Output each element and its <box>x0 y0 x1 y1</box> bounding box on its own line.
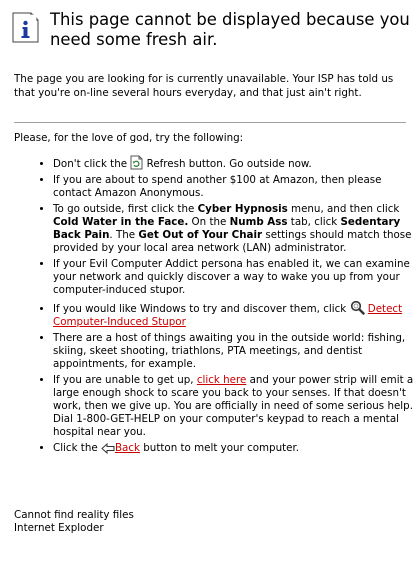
divider <box>14 122 406 123</box>
suggestions-list <box>35 155 417 458</box>
info-icon <box>12 12 39 43</box>
footer-error-line: Cannot find reality files <box>14 509 134 521</box>
magnifier-icon[interactable] <box>350 300 365 315</box>
list-item: • There are a host of things awaiting you in the outside world: fishing, skiing, skeet shooting, triathlons, PTA meetings, and dentist appointments, for example. <box>53 332 417 371</box>
list-item: • If you are about to spend another $100 at Amazon, then please contact Amazon Anonymous. <box>53 174 417 200</box>
list-item: • If your Evil Computer Addict persona has enabled it, we can examine your network and quickly discover a way to wake you up from your computer-induced stupor. <box>53 258 417 297</box>
back-arrow-icon[interactable] <box>101 443 115 454</box>
list-item: • To go outside, first click the Cyber Hypnosis menu, and then click Cold Water in the Face. On the Numb Ass tab, click Sedentary Back Pain. The Get Out of Your Chair settings should match those provided by your local area network (LAN) administrator. <box>53 203 417 255</box>
footer <box>14 509 134 535</box>
refresh-icon <box>130 155 143 170</box>
list-item: • Click the Back button to melt your computer. <box>53 442 417 455</box>
detect-stupor-link[interactable]: Detect Computer-Induced Stupor <box>53 303 403 328</box>
instructions-heading: Please, for the love of god, try the following: <box>14 132 244 144</box>
list-item: • If you would like Windows to try and discover them, click Detect Computer-Induced Stupor <box>53 300 417 329</box>
page-title: This page cannot be displayed because you need some fresh air. <box>50 10 410 49</box>
intro-text: The page you are looking for is currently unavailable. Your ISP has told us that you're on-line several hours everyday, and that just ain't right. <box>14 73 394 99</box>
list-item: • If you are unable to get up, click here and your power strip will emit a large enough shock to scare you back to your senses. If that doesn't work, then we give up. You are officially in need of some serious help. Dial 1-800-GET-HELP on your computer's keypad to reach a mental hospital near you. <box>53 374 417 439</box>
click-here-link[interactable]: click here <box>196 374 247 386</box>
back-link[interactable]: Back <box>114 442 140 454</box>
footer-app-name: Internet Exploder <box>14 522 104 534</box>
list-item: • Don't click the Refresh button. Go outside now. <box>53 155 417 171</box>
